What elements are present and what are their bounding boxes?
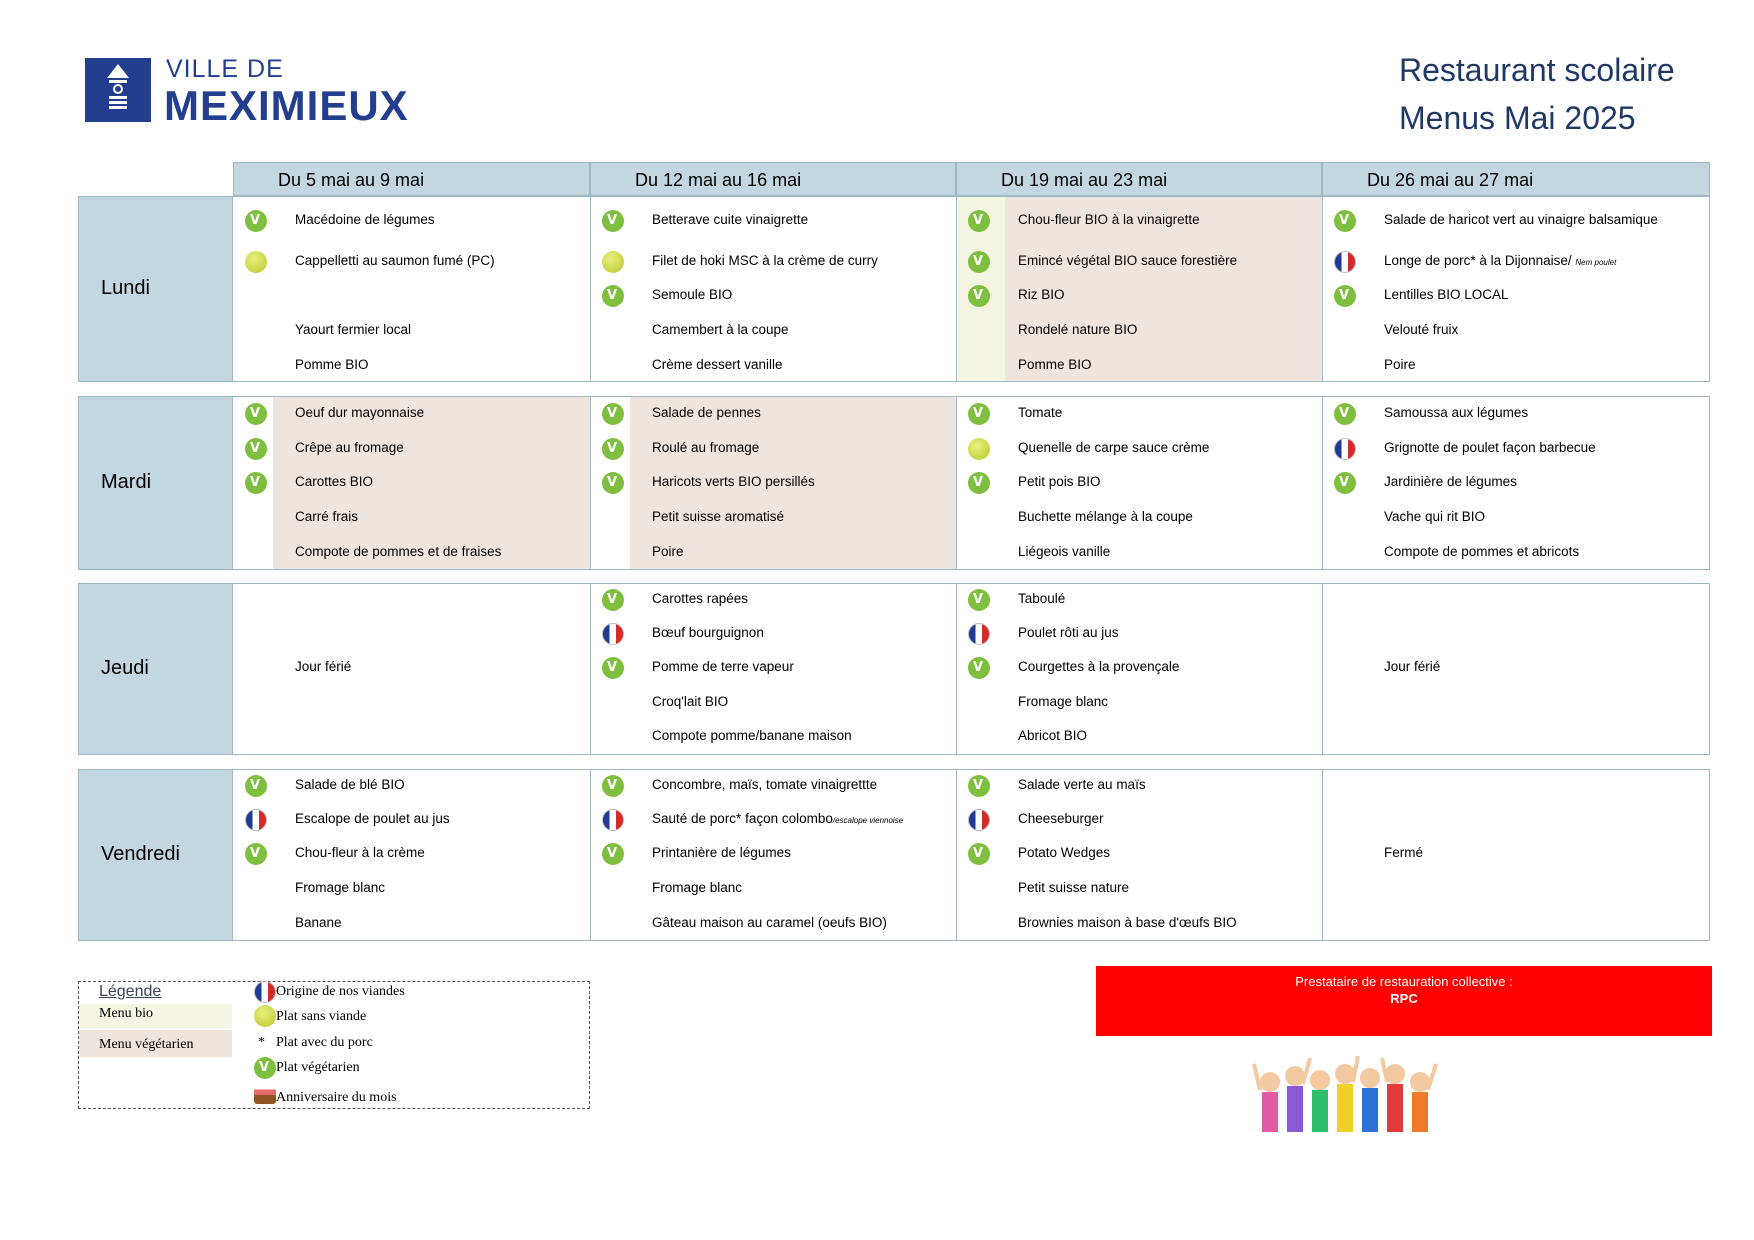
dish-name: Salade de blé BIO [295,777,405,792]
dish-item [295,322,411,337]
dish-item [295,544,501,559]
week-header [1322,162,1710,196]
dish-item [652,777,877,792]
dish-name: Semoule BIO [652,287,733,302]
legend-no-meat: Plat sans viande [276,1009,367,1024]
vegetarian-icon [245,210,267,232]
dish-name: Longe de porc* à la Dijonnaise/ [1384,253,1576,268]
dish-name: Cheeseburger [1018,811,1104,826]
day-label: Mardi [101,471,152,493]
closed-label: Fermé [1384,845,1424,860]
dish-name: Salade verte au maïs [1018,777,1146,792]
dish-name: Grignotte de poulet façon barbecue [1384,440,1596,455]
dish-item [295,474,373,489]
dish-name: Camembert à la coupe [652,322,789,337]
dish-name: Croq'lait BIO [652,694,729,709]
dish-name: Velouté fruix [1384,322,1459,337]
french-flag-icon [602,809,624,831]
day-label: Jeudi [101,657,149,679]
column-divider [956,196,957,382]
dish-name: Jardinière de légumes [1384,474,1517,489]
dish-item [652,322,789,337]
dish-item [652,405,761,420]
dish-item [652,728,852,743]
column-divider [1322,396,1323,570]
dish-item [295,212,435,227]
dish-item [652,474,815,489]
vegetarian-icon [602,843,624,865]
dish-name: Pomme BIO [1018,357,1092,372]
legend-pork: Plat avec du porc [276,1035,373,1050]
dish-name: Filet de hoki MSC à la crème de curry [652,253,878,268]
vegetarian-icon [254,1057,276,1079]
dish-item [1018,728,1087,743]
provider-banner [1096,966,1712,1036]
dish-item [1018,694,1108,709]
vegetarian-icon [968,210,990,232]
legend-menu-bio: Menu bio [99,1006,154,1021]
dish-name: Carottes rapées [652,591,749,606]
column-divider [956,583,957,755]
vegetarian-icon [602,285,624,307]
dish-name: Cappelletti au saumon fumé (PC) [295,253,495,268]
dish-item [1018,811,1104,826]
dish-name: Fromage blanc [295,880,386,895]
dish-name: Petit pois BIO [1018,474,1101,489]
dish-name: Compote pomme/banane maison [652,728,852,743]
week-header-label: Du 26 mai au 27 mai [1367,170,1534,190]
dish-item [295,915,342,930]
dish-name: Petit suisse aromatisé [652,509,785,524]
vegetarian-icon [245,843,267,865]
dish-item [652,694,728,709]
dish-name: Poire [652,544,684,559]
french-flag-icon [968,623,990,645]
dish-name: Compote de pommes et de fraises [295,544,502,559]
dish-name: Macédoine de légumes [295,212,435,227]
dish-name: Fromage blanc [1018,694,1109,709]
no-meat-icon [602,251,624,273]
dish-name: Bœuf bourguignon [652,625,764,640]
vegetarian-icon [1334,210,1356,232]
dish-name: Gâteau maison au caramel (oeufs BIO) [652,915,887,930]
legend-title: Légende [99,983,162,1000]
dish-name: Compote de pommes et abricots [1384,544,1580,559]
vegetarian-icon [968,843,990,865]
dish-item [295,440,404,455]
dish-name: Brownies maison à base d'œufs BIO [1018,915,1237,930]
vegetarian-icon [1334,285,1356,307]
column-divider [1322,583,1323,755]
birthday-cake-icon [254,1082,276,1104]
closed-label: Jour férié [295,659,352,674]
dish-name: Roulé au fromage [652,440,760,455]
dish-item [652,544,684,559]
column-divider [956,396,957,570]
dish-item [652,212,808,227]
dish-item [1018,777,1146,792]
day-label-cell [78,196,233,382]
legend-origin-meat: Origine de nos viandes [276,984,405,999]
dish-name: Banane [295,915,342,930]
dish-item [1018,659,1179,674]
dish-item [652,659,794,674]
dish-item [1384,287,1509,302]
dish-item [1384,544,1579,559]
column-divider [590,769,591,941]
dish-name: Crêpe au fromage [295,440,404,455]
dish-item [1018,544,1110,559]
dish-name: Poire [1384,357,1416,372]
page-title: Restaurant scolaire [1399,52,1675,88]
dish-name: Salade de pennes [652,405,761,420]
dish-name: Petit suisse nature [1018,880,1130,895]
dish-item [1384,474,1517,489]
dish-item [1018,405,1062,420]
logo-line-1: VILLE DE [166,55,284,83]
vegetarian-icon [602,775,624,797]
vegetarian-icon [1334,472,1356,494]
day-label: Vendredi [101,843,180,865]
dish-item [652,357,783,372]
dish-name: Pomme BIO [295,357,369,372]
dish-item [295,777,405,792]
dish-item [295,253,495,268]
vegetarian-icon [245,775,267,797]
dish-name: Printanière de légumes [652,845,791,860]
dish-name: Samoussa aux légumes [1384,405,1529,420]
dish-name: Yaourt fermier local [295,322,412,337]
vegetarian-icon [1334,403,1356,425]
dish-name: Carré frais [295,509,359,524]
day-label-cell [78,583,233,755]
vegetarian-icon [968,589,990,611]
week-header-label: Du 12 mai au 16 mai [635,170,802,190]
dish-name: Pomme de terre vapeur [652,659,794,674]
bell-tower-icon [85,58,151,122]
dish-item [652,591,748,606]
dish-alternative: Nem poulet [1575,258,1617,267]
dish-name: Salade de haricot vert au vinaigre balsamique [1384,212,1658,227]
dish-item [652,509,784,524]
no-meat-icon [254,1005,276,1027]
dish-item [1384,357,1416,372]
dish-item [652,915,887,930]
dish-item [1018,880,1129,895]
day-label-cell [78,769,233,941]
dish-item [295,509,358,524]
dish-item [1018,440,1209,455]
vegetarian-icon [968,403,990,425]
dish-name: Escalope de poulet au jus [295,811,450,826]
column-divider [1322,769,1323,941]
french-flag-icon [1334,251,1356,273]
column-divider [590,396,591,570]
vegetarian-icon [602,589,624,611]
provider-label: Prestataire de restauration collective : [1295,974,1513,989]
dish-item [1018,509,1193,524]
dish-item [295,811,450,826]
dish-item [1384,212,1658,227]
dish-item [1384,509,1485,524]
dish-item [1018,591,1065,606]
dish-name: Sauté de porc* façon colombo [652,811,833,826]
dish-name: Lentilles BIO LOCAL [1384,287,1509,302]
dish-item [1018,287,1065,302]
french-flag-icon [254,981,276,1003]
dish-item [1384,253,1616,268]
column-divider [956,769,957,941]
page-subtitle: Menus Mai 2025 [1399,100,1636,136]
dish-name: Chou-fleur BIO à la vinaigrette [1018,212,1200,227]
dish-name: Courgettes à la provençale [1018,659,1180,674]
dish-name: Betterave cuite vinaigrette [652,212,809,227]
dish-name: Tomate [1018,405,1063,420]
legend-vegetarian: Plat végétarien [276,1060,360,1075]
vegetarian-icon [968,251,990,273]
dish-name: Potato Wedges [1018,845,1111,860]
vegetarian-icon [602,657,624,679]
column-divider [590,196,591,382]
dish-item [652,440,759,455]
closed-label: Jour férié [1384,659,1441,674]
vegetarian-icon [968,657,990,679]
vegetarian-icon [602,403,624,425]
dish-name: Oeuf dur mayonnaise [295,405,425,420]
french-flag-icon [968,809,990,831]
legend-menu-vegetarien: Menu végétarien [99,1037,194,1052]
vegetarian-icon [602,438,624,460]
dish-name: Taboulé [1018,591,1066,606]
dish-item [1018,845,1110,860]
dish-item [295,880,385,895]
town-logo-emblem [85,58,151,122]
vegetarian-icon [968,472,990,494]
column-divider [590,583,591,755]
day-label-cell [78,396,233,570]
dish-item [295,845,425,860]
logo-town-name: MEXIMIEUX [164,82,409,129]
dish-name: Crème dessert vanille [652,357,783,372]
provider-name: RPC [1390,991,1418,1006]
children-illustration [1250,1052,1460,1142]
dish-item [1018,253,1237,268]
dish-item [1018,322,1137,337]
dish-item [1018,212,1200,227]
dish-name: Fromage blanc [652,880,743,895]
dish-name: Poulet rôti au jus [1018,625,1119,640]
dish-item [652,253,878,268]
vegetarian-icon [245,403,267,425]
dish-item [1018,915,1237,930]
dish-name: Quenelle de carpe sauce crème [1018,440,1210,455]
dish-name: Emincé végétal BIO sauce forestière [1018,253,1238,268]
dish-item [1018,625,1119,640]
dish-item [1384,405,1528,420]
dish-name: Liégeois vanille [1018,544,1111,559]
column-divider [1322,196,1323,382]
no-meat-icon [245,251,267,273]
no-meat-icon [968,438,990,460]
dish-item [1384,440,1596,455]
dish-item [295,405,424,420]
dish-item [652,811,903,826]
dish-item [652,845,791,860]
dish-name: Carottes BIO [295,474,374,489]
legend-birthday: Anniversaire du mois [276,1090,397,1105]
dish-alternative: /escalope viennoise [832,816,904,825]
french-flag-icon [1334,438,1356,460]
pork-star: * [258,1035,265,1050]
dish-name: Buchette mélange à la coupe [1018,509,1193,524]
vegetarian-icon [968,285,990,307]
week-header [590,162,956,196]
dish-item [1384,322,1458,337]
dish-item [295,357,369,372]
vegetarian-icon [602,472,624,494]
dish-name: Rondelé nature BIO [1018,322,1138,337]
french-flag-icon [245,809,267,831]
dish-name: Haricots verts BIO persillés [652,474,815,489]
dish-name: Abricot BIO [1018,728,1088,743]
dish-name: Riz BIO [1018,287,1065,302]
dish-item [1018,357,1092,372]
vegetarian-icon [245,438,267,460]
dish-name: Chou-fleur à la crème [295,845,425,860]
dish-item [652,287,732,302]
week-header [956,162,1322,196]
french-flag-icon [602,623,624,645]
dish-item [652,880,742,895]
day-label: Lundi [101,277,150,299]
dish-item [652,625,764,640]
dish-name: Vache qui rit BIO [1384,509,1486,524]
week-header [233,162,590,196]
vegetarian-icon [245,472,267,494]
dish-item [1018,474,1101,489]
vegetarian-icon [968,775,990,797]
week-header-label: Du 19 mai au 23 mai [1001,170,1168,190]
vegetarian-icon [602,210,624,232]
dish-name: Concombre, maïs, tomate vinaigrettte [652,777,878,792]
week-header-label: Du 5 mai au 9 mai [278,170,425,190]
